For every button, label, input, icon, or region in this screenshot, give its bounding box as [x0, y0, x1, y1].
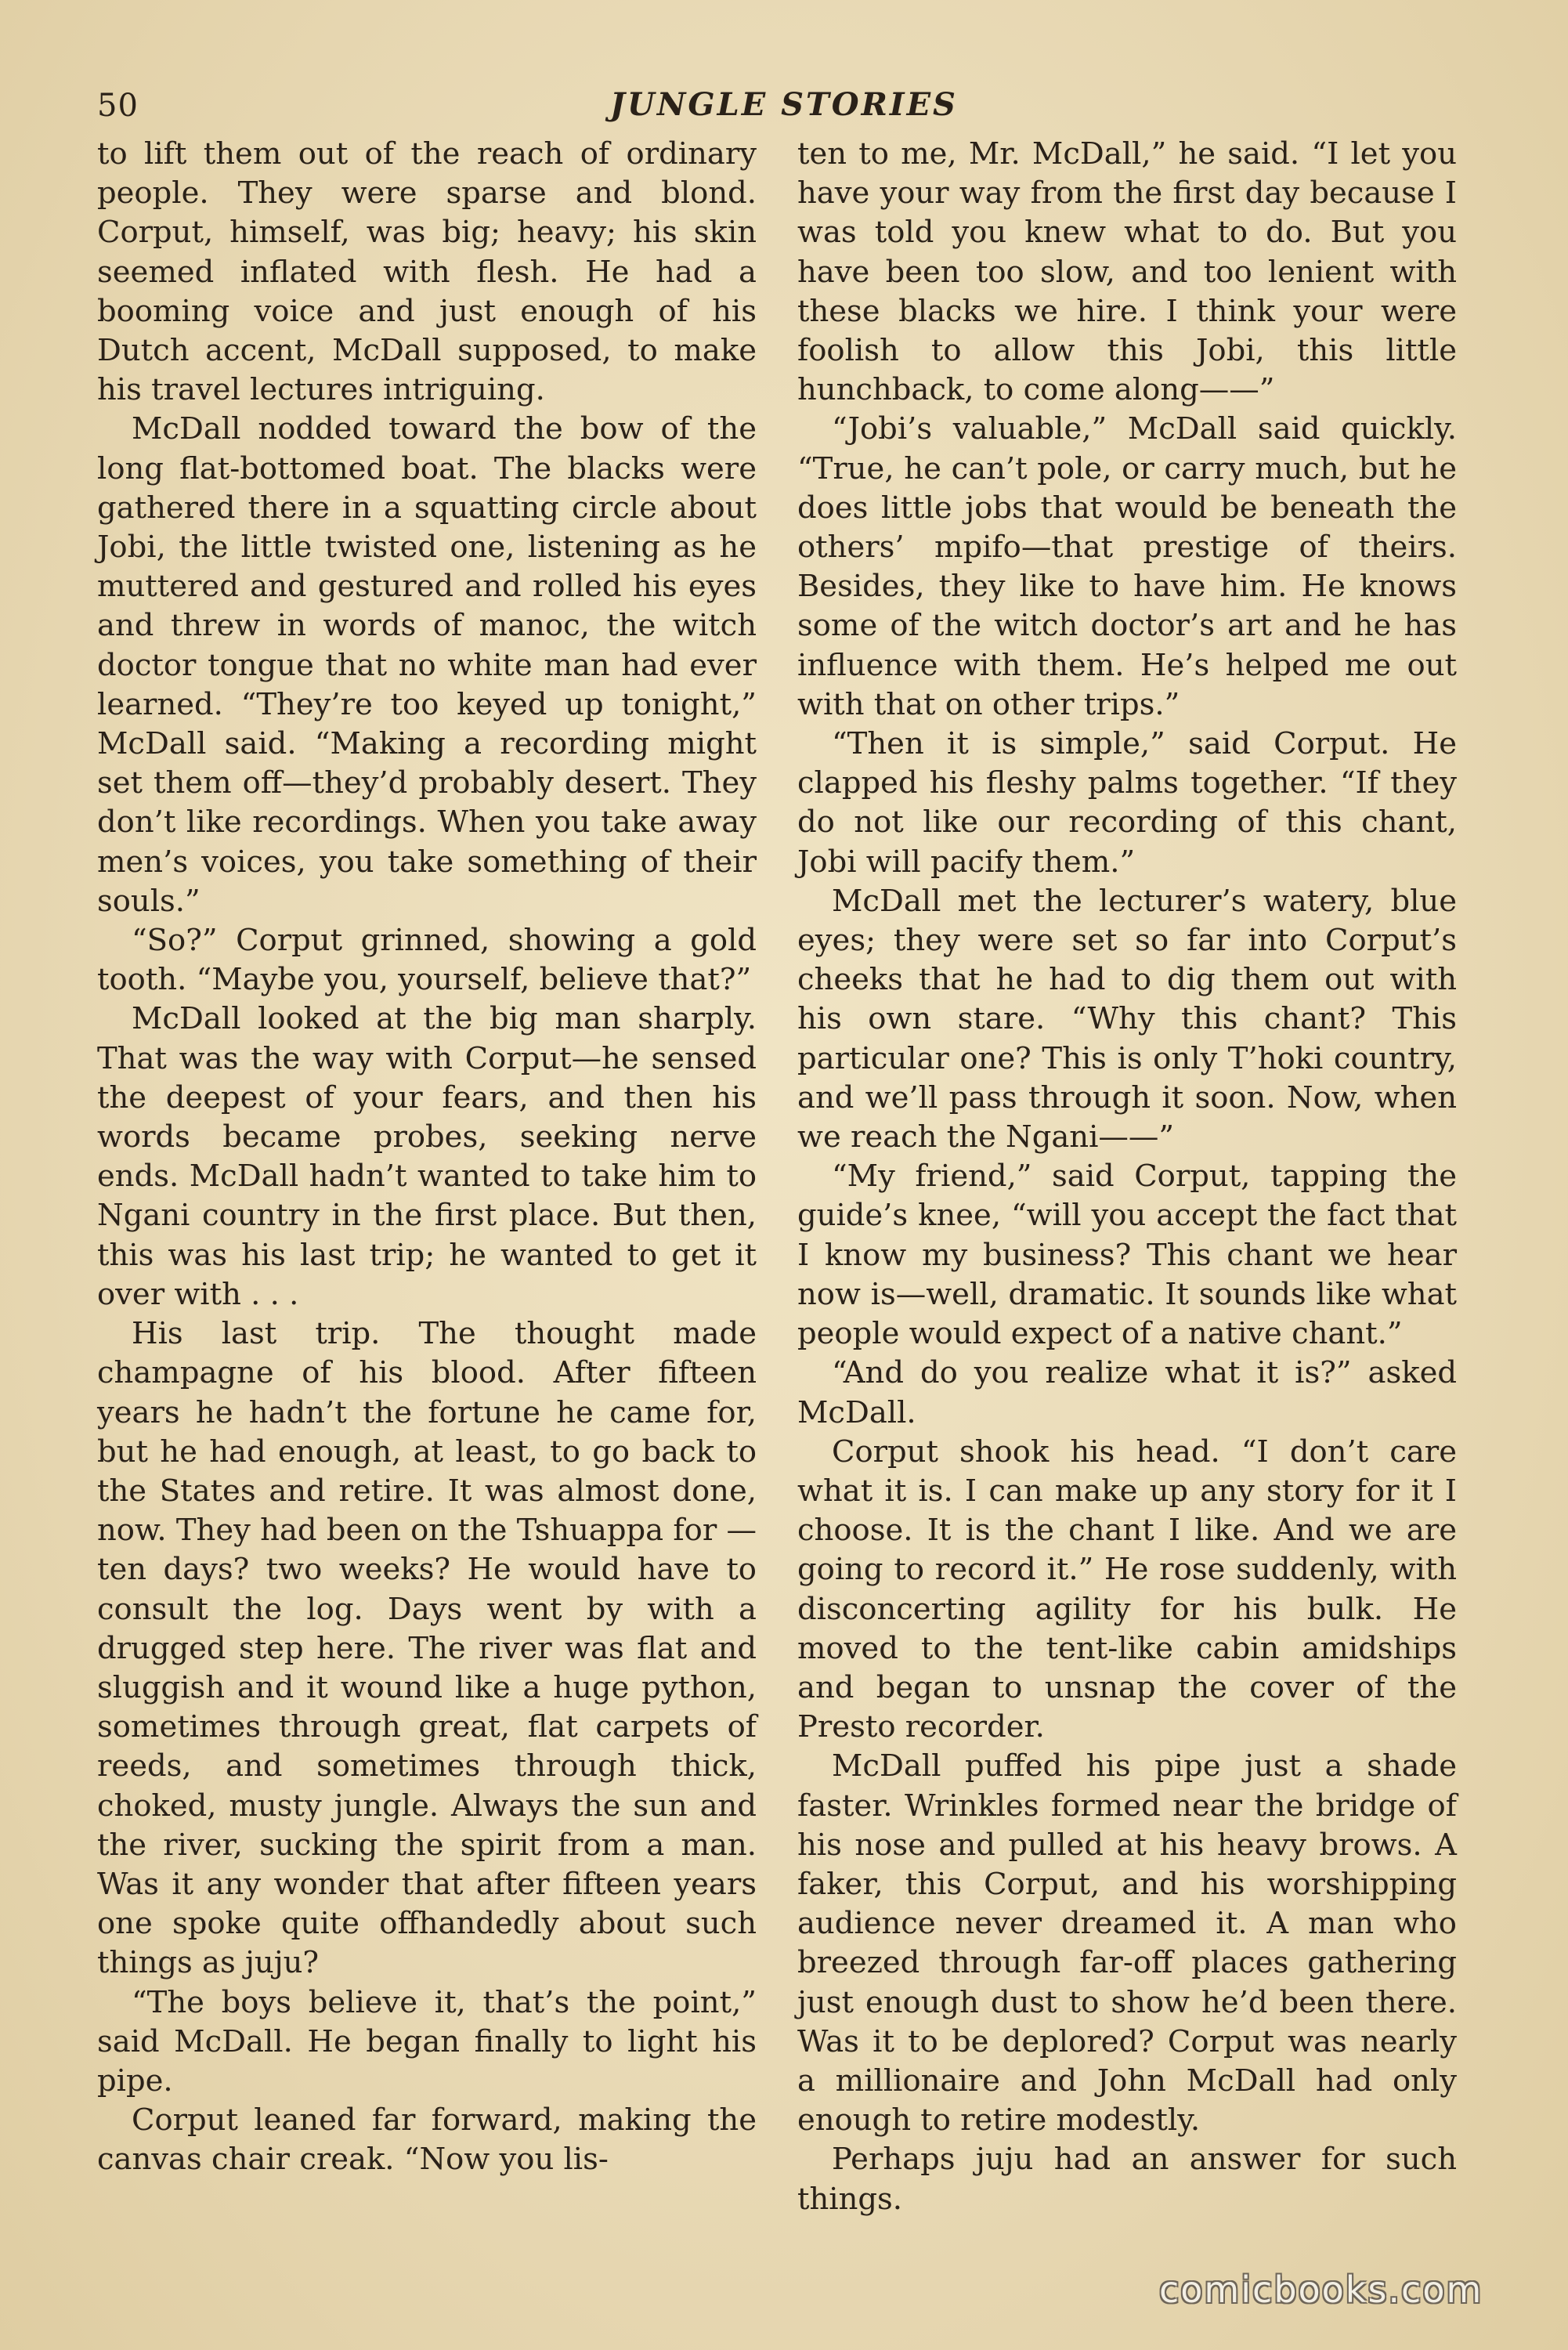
- paragraph: “Then it is simple,” said Corput. He clapped his fleshy palms together. “If they do not like our recording of this chant, Jobi will pacify them.”: [797, 726, 1457, 880]
- paragraph: “Jobi’s valuable,” McDall said quickly. “True, he can’t pole, or carry much, but he does little jobs that would be beneath the others’ mpifo—that prestige of theirs. Besides, they like to have him. He knows some of the witch doctor’s art and he has influence with them. He’s helped me out with that on other trips.”: [797, 411, 1457, 722]
- paragraph: “The boys believe it, that’s the point,” said McDall. He began finally to light his pipe.: [97, 1984, 757, 2099]
- paragraph: McDall met the lecturer’s watery, blue eyes; they were set so far into Corput’s cheeks that he had to dig them out with his own stare. “Why this chant? This particular one? This is only T’hoki country, and we’ll pass through it soon. Now, when we reach the Ngani——”: [797, 883, 1457, 1155]
- paragraph: McDall looked at the big man sharply. That was the way with Corput—he sensed the deepest of your fears, and then his words became probes, seeking nerve ends. McDall hadn’t wanted to take him to Ngani country in the first place. But then, this was his last trip; he wanted to get it over with . . .: [97, 1001, 757, 1312]
- paragraph: Corput shook his head. “I don’t care what it is. I can make up any story for it I choose. It is the chant I like. And we are going to record it.” He rose suddenly, with disconcerting agility for his bulk. He moved to the tent-like cabin amidships and began to unsnap the cover of the Presto recorder.: [797, 1434, 1457, 1745]
- paragraph: Corput leaned far forward, making the canvas chair creak. “Now you lis-: [97, 2102, 757, 2178]
- paragraph: “So?” Corput grinned, showing a gold tooth. “Maybe you, yourself, believe that?”: [97, 923, 757, 998]
- paragraph: Perhaps juju had an answer for such things.: [797, 2142, 1457, 2217]
- paragraph: “And do you realize what it is?” asked McDall.: [797, 1355, 1457, 1430]
- paragraph: McDall nodded toward the bow of the long flat-bottomed boat. The blacks were gathered there in a squatting circle about Jobi, the little twisted one, listening as he muttered and gestured and rolled his eyes and threw in words of manoc, the witch doctor tongue that no white man had ever learned. “They’re too keyed up tonight,” McDall said. “Making a recording might set them off—they’d probably desert. They don’t like recordings. When you take away men’s voices, you take something of their souls.”: [97, 411, 757, 919]
- paragraph: “My friend,” said Corput, tapping the guide’s knee, “will you accept the fact that I know my business? This chant we hear now is—well, dramatic. It sounds like what people would expect of a native chant.”: [797, 1159, 1457, 1352]
- paragraph: ten to me, Mr. McDall,” he said. “I let you have your way from the first day because I was told you knew what to do. But you have been too slow, and too lenient with these blacks we hire. I think your were foolish to allow this Jobi, this little hunchback, to come along——”: [797, 136, 1457, 408]
- watermark: comicbooks.com: [1159, 2269, 1483, 2311]
- left-column: [97, 135, 757, 2180]
- page-number: 50: [97, 88, 139, 124]
- paragraph: His last trip. The thought made champagne of his blood. After fifteen years he hadn’t the fortune he came for, but he had enough, at least, to go back to the States and retire. It was almost done, now. They had been on the Tshuappa for — ten days? two weeks? He would have to consult the log. Days went by with a drugged step here. The river was flat and sluggish and it wound like a huge python, sometimes through great, flat carpets of reeds, and sometimes through thick, choked, musty jungle. Always the sun and the river, sucking the spirit from a man. Was it any wonder that after fifteen years one spoke quite offhandedly about such things as juju?: [97, 1316, 757, 1981]
- paragraph: to lift them out of the reach of ordinary people. They were sparse and blond. Corput, himself, was big; heavy; his skin seemed inflated with flesh. He had a booming voice and just enough of his Dutch accent, McDall supposed, to make his travel lectures intriguing.: [97, 136, 757, 408]
- running-head: JUNGLE STORIES: [610, 86, 958, 123]
- paragraph: McDall puffed his pipe just a shade faster. Wrinkles formed near the bridge of his nose and pulled at his heavy brows. A faker, this Corput, and his worshipping audience never dreamed it. A man who breezed through far-off places gathering just enough dust to show he’d been there. Was it to be deplored? Corput was nearly a millionaire and John McDall had only enough to retire modestly.: [797, 1748, 1457, 2138]
- right-column: [797, 135, 1457, 2219]
